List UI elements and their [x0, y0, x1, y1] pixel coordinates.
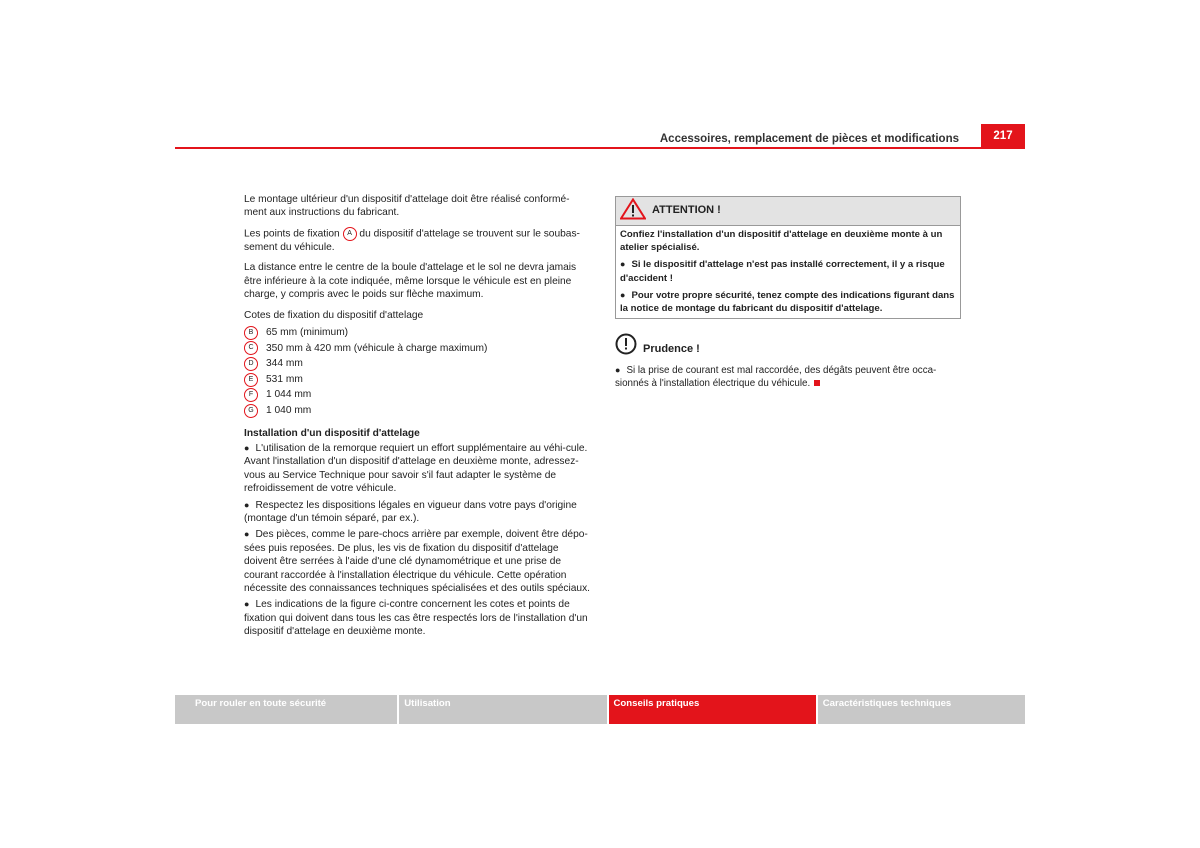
dims-list [244, 325, 590, 419]
attention-title: ATTENTION ! [652, 204, 721, 217]
fixation-text-after: du dispositif d'attelage se trouvent sur le soubas-sement du véhicule. [244, 228, 580, 253]
bullet-text: L'utilisation de la remorque requiert un effort supplémentaire au véhi-cule. Avant l'installation d'un dispositif d'attelage en deuxième monte, adressez-vous au Service Technique pour savoir s'il faut adapter le système de refroidissement de votre véhicule. [244, 442, 588, 495]
dim-text: 531 mm [266, 373, 303, 385]
attention-item-text: Si le dispositif d'attelage n'est pas installé correctement, il y a risque d'accident ! [620, 259, 945, 284]
warning-triangle-icon [620, 198, 646, 224]
bullet-item [244, 528, 590, 595]
nav-tab-utilisation[interactable]: Utilisation [399, 695, 608, 724]
dim-text: 1 044 mm [266, 389, 312, 401]
marker-a: A [343, 227, 357, 241]
bullet-item [244, 442, 590, 496]
page-number: 217 [981, 124, 1025, 148]
dim-item [244, 387, 590, 403]
attention-item [620, 258, 956, 284]
bullet-icon: ● [244, 499, 250, 510]
bullet-text: Des pièces, comme le pare-chocs arrière par exemple, doivent être dépo-sées puis reposées. De plus, les vis de fixation du dispositif d'attelage doivent être serrées à l'aide d'une clé dynamométrique et une prise de courant raccordée à l'installation électrique du véhicule. Cette opération nécessite des connaissances techniques spécialisées et des outils spéciaux. [244, 529, 591, 594]
install-heading: Installation d'un dispositif d'attelage [244, 427, 420, 439]
prudence-header [615, 333, 960, 359]
end-square-icon [814, 380, 820, 386]
header-title: Accessoires, remplacement de pièces et modifications [659, 133, 959, 145]
header-rule [175, 147, 1025, 149]
dim-text: 344 mm [266, 358, 303, 370]
fixation-paragraph [244, 227, 590, 255]
right-column [615, 196, 960, 390]
attention-item [620, 289, 956, 315]
nav-tab-conseils[interactable]: Conseils pratiques [609, 695, 818, 724]
dim-text: 350 mm à 420 mm (véhicule à charge maximum) [266, 342, 488, 354]
bullet-icon: ● [615, 364, 621, 375]
bullet-text: Les indications de la figure ci-contre concernent les cotes et points de fixation qui doivent dans tous les cas être respectés lors de l'installation d'un dispositif d'attelage en deuxième monte. [244, 599, 588, 638]
footer-nav [175, 695, 1025, 724]
bullet-text: Respectez les dispositions légales en vigueur dans votre pays d'origine (montage d'un témoin séparé, par ex.). [244, 499, 577, 524]
dim-item [244, 341, 590, 357]
attention-header [616, 197, 960, 226]
marker-c: C [244, 341, 258, 355]
bullet-icon: ● [244, 442, 250, 453]
bullet-icon: ● [244, 599, 250, 610]
nav-tab-securite[interactable]: Pour rouler en toute sécurité [175, 695, 399, 724]
intro-paragraph: Le montage ultérieur d'un dispositif d'attelage doit être réalisé conformé-ment aux instructions du fabricant. [244, 194, 570, 219]
bullet-item [244, 598, 590, 638]
dim-item [244, 372, 590, 388]
left-column [244, 193, 590, 642]
prudence-body [615, 364, 960, 390]
attention-box [615, 196, 961, 319]
dim-text: 1 040 mm [266, 405, 312, 416]
dim-item [244, 325, 590, 341]
attention-body [616, 226, 960, 318]
dim-item [244, 356, 590, 372]
marker-e: E [244, 373, 258, 387]
bullet-icon: ● [620, 289, 626, 300]
prudence-title: Prudence ! [643, 342, 700, 355]
bullet-icon: ● [620, 259, 626, 270]
dim-item [244, 403, 590, 419]
bullet-item [244, 499, 590, 526]
marker-g: G [244, 404, 258, 418]
dims-title: Cotes de fixation du dispositif d'attelage [244, 309, 424, 321]
exclamation-circle-icon [615, 333, 637, 359]
attention-item-text: Pour votre propre sécurité, tenez compte des indications figurant dans la notice de montage du fabricant du dispositif d'attelage. [620, 289, 955, 315]
marker-b: B [244, 326, 258, 340]
fixation-text-before: Les points de fixation [244, 228, 340, 240]
bullet-icon: ● [244, 529, 250, 540]
distance-paragraph: La distance entre le centre de la boule d'attelage et le sol ne devra jamais être inférieure à la cote indiquée, même lorsque le véhicule est en pleine charge, y compris avec le poids sur flèche maximum. [244, 262, 577, 301]
attention-item: Confiez l'installation d'un dispositif d'attelage en deuxième monte à un atelier spécialisé. [620, 229, 943, 254]
dim-text: 65 mm (minimum) [266, 327, 349, 339]
marker-d: D [244, 357, 258, 371]
nav-tab-caracteristiques[interactable]: Caractéristiques techniques [818, 695, 1025, 724]
prudence-text: Si la prise de courant est mal raccordée, des dégâts peuvent être occa-sionnés à l'installation électrique du véhicule. [615, 364, 937, 389]
marker-f: F [244, 388, 258, 402]
